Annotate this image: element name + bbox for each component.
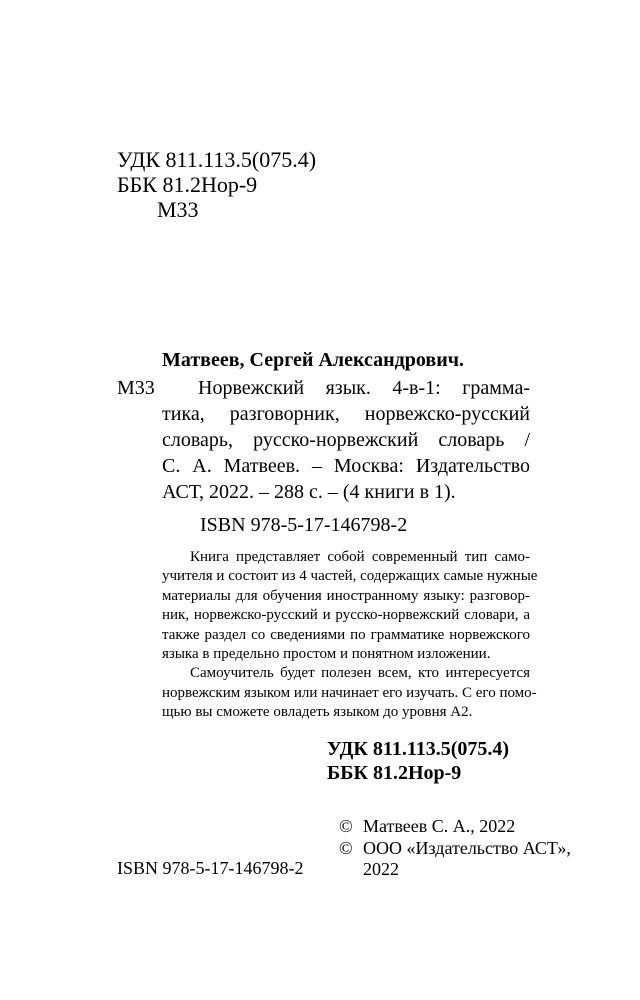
bbk-code-bold: ББК 81.2Нор-9: [327, 762, 462, 784]
annotation-line: материалы для обучения иностранному языку: разговор-: [162, 587, 530, 604]
isbn-bottom: ISBN 978-5-17-146798-2: [117, 858, 304, 878]
isbn-card: ISBN 978-5-17-146798-2: [200, 514, 408, 536]
bibliographic-description: [162, 375, 530, 505]
copyright-symbol: ©: [339, 816, 353, 836]
bottom-classification-codes: [327, 737, 509, 785]
bib-line: словарь, русско-норвежский словарь /: [162, 429, 530, 451]
copyright-row-author: [339, 816, 571, 838]
author-heading: Матвеев, Сергей Александрович.: [162, 349, 465, 371]
copyright-symbol: ©: [339, 837, 353, 858]
author-mark: М33: [157, 197, 199, 222]
bib-line: АСТ, 2022. – 288 с. – (4 книги в 1).: [162, 481, 456, 503]
bbk-code: ББК 81.2Нор-9: [117, 172, 258, 197]
copyright-row-publisher: [339, 838, 571, 860]
annotation: [162, 548, 538, 723]
annotation-line: языка в предельно простом и понятном изложении.: [162, 646, 491, 663]
bib-line: С. А. Матвеев. – Москва: Издательство: [162, 455, 530, 477]
annotation-line: Книга представляет собой современный тип само-: [190, 549, 530, 565]
copyright-publisher: ООО «Издательство АСТ»,: [363, 837, 571, 858]
annotation-line: ник, норвежско-русский и русско-норвежский словари, а: [162, 607, 530, 624]
copyright-publisher-year: 2022: [363, 859, 399, 879]
copyright-block: [339, 816, 571, 881]
annotation-line: также раздел со сведениями по грамматике норвежского: [162, 626, 530, 643]
top-classification-codes: [117, 147, 316, 222]
udk-code: УДК 811.113.5(075.4): [117, 147, 317, 172]
annotation-line: учителя и состоит из 4 частей, содержащих самые нужные: [162, 568, 538, 585]
annotation-line: норвежским языком или начинает его изучать. С его помо-: [162, 684, 537, 701]
annotation-line: Самоучитель будет полезен всем, кто интересуется: [190, 665, 530, 682]
bib-line: тика, разговорник, норвежско-русский: [162, 403, 530, 425]
bib-line: Норвежский язык. 4-в-1: грамма-: [198, 377, 530, 399]
annotation-line: щью вы сможете овладеть языком до уровня А2.: [162, 704, 473, 721]
card-author-mark: М33: [117, 377, 155, 399]
udk-code-bold: УДК 811.113.5(075.4): [327, 738, 510, 760]
copyright-author: Матвеев С. А., 2022: [363, 816, 516, 836]
